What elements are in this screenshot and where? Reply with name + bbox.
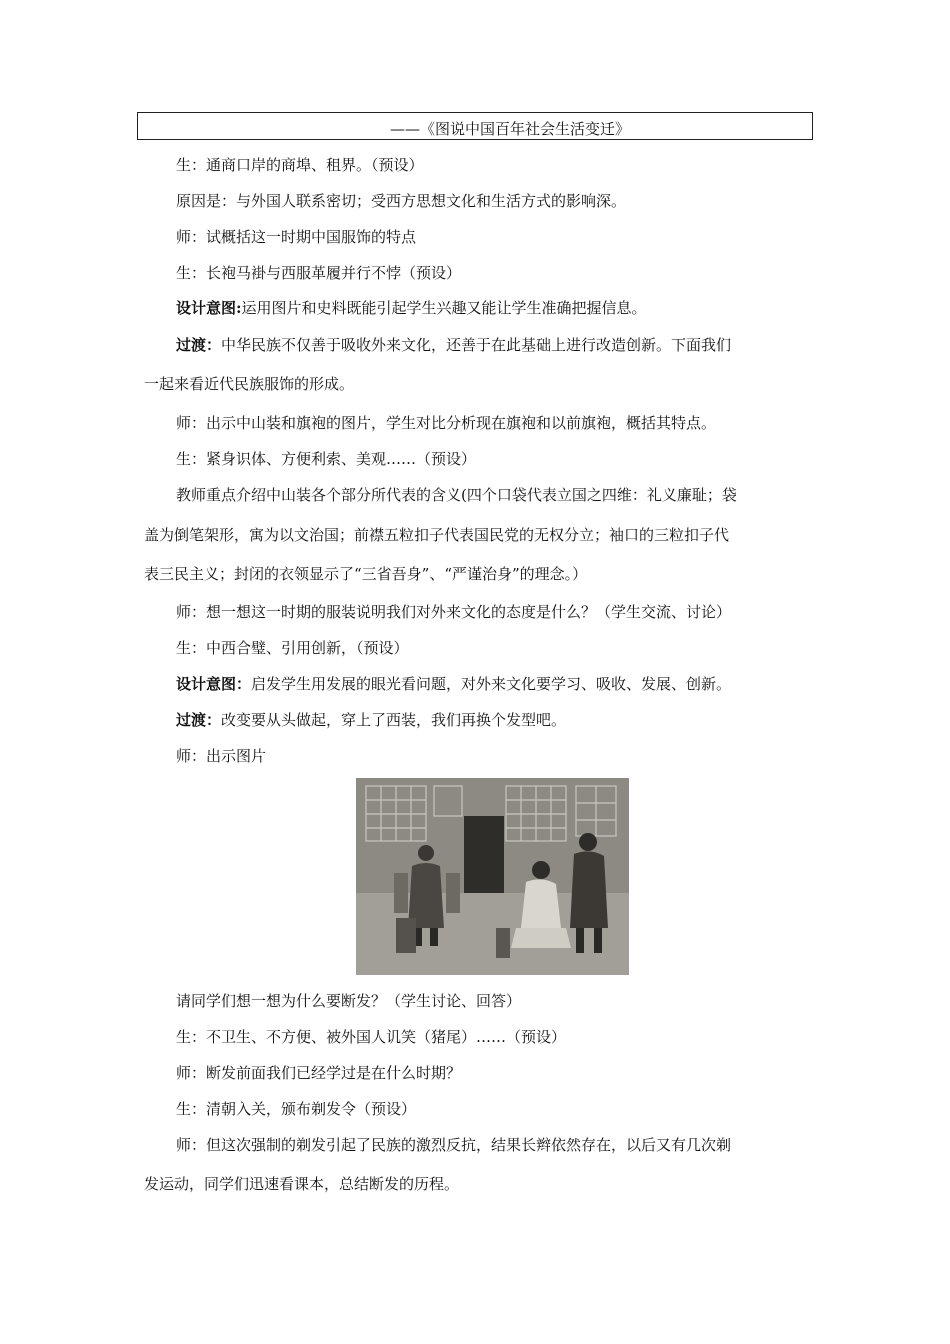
paragraph-continuation: 一起来看近代民族服饰的形成。 <box>144 375 355 393</box>
design-intent-label: 设计意图: <box>176 299 242 317</box>
paragraph: 生：清朝入关，颁布剃发令（预设） <box>176 1100 417 1118</box>
source-citation-box <box>137 112 813 140</box>
paragraph-text: 运用图片和史料既能引起学生兴趣又能让学生准确把握信息。 <box>241 299 647 317</box>
paragraph: 师：但这次强制的剃发引起了民族的激烈反抗，结果长辫依然存在，以后又有几次剃 <box>176 1136 732 1154</box>
paragraph <box>176 674 731 694</box>
paragraph: 师：断发前面我们已经学过是在什么时期？ <box>176 1064 462 1082</box>
paragraph-text: 中华民族不仅善于吸收外来文化，还善于在此基础上进行改造创新。下面我们 <box>221 336 732 354</box>
paragraph: 生：通商口岸的商埠、租界。（预设） <box>176 156 424 174</box>
paragraph: 原因是：与外国人联系密切；受西方思想文化和生活方式的影响深。 <box>176 192 627 210</box>
paragraph: 教师重点介绍中山装各个部分所代表的含义(四个口袋代表立国之四维：礼义廉耻；袋 <box>176 486 737 504</box>
historical-photo-queue-cutting <box>356 778 629 975</box>
design-intent-label: 设计意图： <box>176 675 252 693</box>
paragraph: 生：长袍马褂与西服革履并行不悖（预设） <box>176 264 462 282</box>
source-citation: ——《图说中国百年社会生活变迁》 <box>390 120 631 138</box>
paragraph-continuation: 盖为倒笔架形，寓为以文治国；前襟五粒扣子代表国民党的无权分立；袖口的三粒扣子代 <box>144 526 730 544</box>
transition-label: 过渡： <box>176 336 222 354</box>
paragraph: 师：出示中山装和旗袍的图片，学生对比分析现在旗袍和以前旗袍，概括其特点。 <box>176 414 717 432</box>
photo-illustration <box>356 778 629 975</box>
paragraph <box>176 298 647 318</box>
paragraph <box>176 335 731 355</box>
paragraph: 生：中西合璧、引用创新，（预设） <box>176 639 409 657</box>
paragraph: 生：紧身识体、方便利索、美观……（预设） <box>176 450 477 468</box>
paragraph: 师：出示图片 <box>176 747 267 765</box>
paragraph: 师：试概括这一时期中国服饰的特点 <box>176 228 417 246</box>
paragraph-text: 改变要从头做起，穿上了西装，我们再换个发型吧。 <box>221 711 567 729</box>
paragraph: 生：不卫生、不方便、被外国人讥笑（猪尾）……（预设） <box>176 1028 567 1046</box>
paragraph: 师：想一想这一时期的服装说明我们对外来文化的态度是什么？（学生交流、讨论） <box>176 603 732 621</box>
paragraph: 请同学们想一想为什么要断发？（学生讨论、回答） <box>176 992 522 1010</box>
paragraph-text: 启发学生用发展的眼光看问题，对外来文化要学习、吸收、发展、创新。 <box>251 675 732 693</box>
transition-label: 过渡： <box>176 711 222 729</box>
paragraph-continuation: 表三民主义；封闭的衣领显示了“三省吾身”、“严谨治身”的理念。） <box>144 565 588 583</box>
paragraph <box>176 710 566 730</box>
paragraph-continuation: 发运动，同学们迅速看课本，总结断发的历程。 <box>144 1175 460 1193</box>
